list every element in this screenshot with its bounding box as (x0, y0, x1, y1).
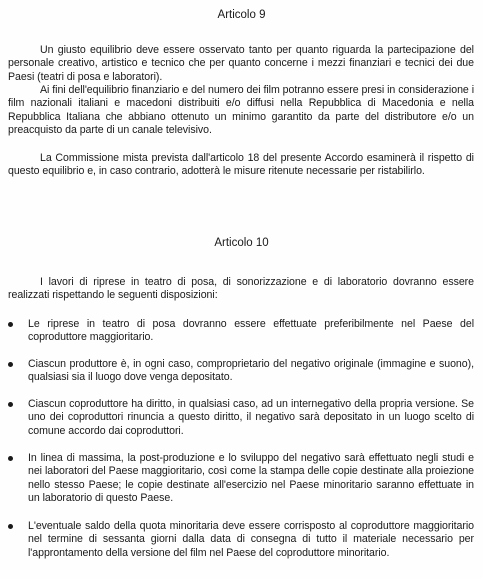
list-item-text: In linea di massima, la post-produzione e lo sviluppo del negativo sarà effettuato negli studi e nei laboratori del Paese maggioritario, così come la stampa delle copie destinate alla proiezione nello stesso Paese; le copie destinate all'esercizio nel Paese minoritario saranno effettuate in un laboratorio di questo Paese. (28, 452, 474, 505)
bullet-icon (8, 322, 13, 327)
bullet-icon (8, 402, 13, 407)
list-item-text: L'eventuale saldo della quota minoritaria deve essere corrisposto al coproduttore maggioritario nel termine di sessanta giorni dalla data di consegna di tutto il materiale necessario per l'approntamento della versione del film nel Paese del coproduttore minoritario. (28, 520, 474, 559)
bullet-icon (8, 524, 13, 529)
list-item-text: Ciascun produttore è, in ogni caso, comproprietario del negativo originale (immagine e suono), qualsiasi sia il luogo dove venga depositato. (28, 358, 474, 384)
article-9-paragraph-1: Un giusto equilibrio deve essere osservato tanto per quanto riguarda la partecipazione del personale creativo, artistico e tecnico che per quanto concerne i mezzi finanziari e tecnici dei due Paesi (teatri di posa e laboratori). (8, 44, 474, 83)
article-9-paragraph-2: Ai fini dell'equilibrio finanziario e del numero dei film potranno essere presi in considerazione i film nazionali italiani e macedoni distribuiti e/o diffusi nella Repubblica di Macedonia e nella Repubblica Italiana che abbiano ottenuto un minimo garantito da parte del distributore e/o un preacquisto da parte di un canale televisivo. (8, 84, 474, 137)
list-item-text: Le riprese in teatro di posa dovranno essere effettuate preferibilmente nel Paese del coproduttore maggioritario. (28, 318, 474, 344)
list-item-text: Ciascun coproduttore ha diritto, in qualsiasi caso, ad un internegativo della propria versione. Se uno dei coproduttori rinuncia a questo diritto, il negativo sarà depositato in un luogo scelto di comune accordo dai coproduttori. (28, 398, 474, 437)
article-10-intro: I lavori di riprese in teatro di posa, di sonorizzazione e di laboratorio dovranno essere realizzati rispettando le seguenti disposizioni: (8, 276, 474, 302)
article-9-heading: Articolo 9 (217, 9, 266, 21)
bullet-icon (8, 456, 13, 461)
bullet-icon (8, 362, 13, 367)
article-9-paragraph-3: La Commissione mista prevista dall'articolo 18 del presente Accordo esaminerà il rispetto di questo equilibrio e, in caso contrario, adotterà le misure ritenute necessarie per ristabilirlo. (8, 152, 474, 178)
article-10-heading: Articolo 10 (214, 237, 269, 249)
